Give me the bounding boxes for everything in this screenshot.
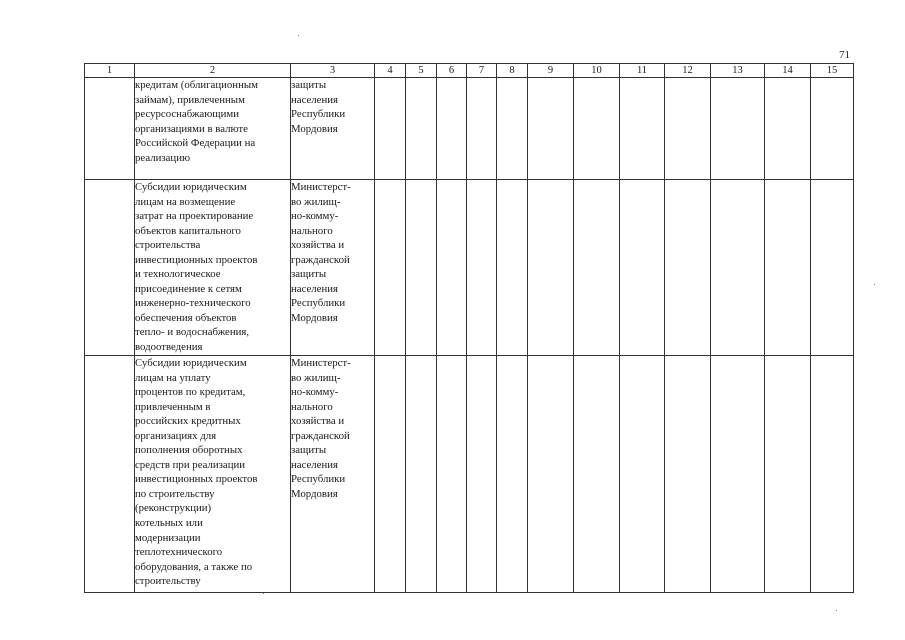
table-cell [665,180,711,356]
table-cell-col1 [85,78,135,180]
table-cell [574,356,620,593]
column-header-1: 1 [85,64,135,78]
table-cell [375,180,406,356]
table-cell [497,356,528,593]
column-header-7: 7 [467,64,497,78]
table-row [85,180,854,356]
table-cell [811,356,854,593]
column-header-4: 4 [375,64,406,78]
table-cell [406,356,437,593]
column-header-9: 9 [528,64,574,78]
table-cell [665,356,711,593]
column-header-2: 2 [135,64,291,78]
table-cell [497,180,528,356]
column-header-15: 15 [811,64,854,78]
responsible-executor-cell: Министерст- во жилищ- но-комму- нального хозяйства и гражданской защиты населения Республики Мордовия [291,180,375,356]
column-header-14: 14 [765,64,811,78]
column-header-5: 5 [406,64,437,78]
responsible-executor-cell: Министерст- во жилищ- но-комму- нального хозяйства и гражданской защиты населения Республики Мордовия [291,356,375,593]
table-cell [811,78,854,180]
column-header-8: 8 [497,64,528,78]
table-cell [665,78,711,180]
table-cell [711,78,765,180]
measure-description-cell: Субсидии юридическим лицам на возмещение затрат на проектирование объектов капитального строительства инвестиционных проектов и технологическое присоединение к сетям инженерно-технического обеспечения объектов тепло- и водоснабжения, водоотведения [135,180,291,356]
table-cell-col1 [85,356,135,593]
table-cell [711,356,765,593]
responsible-executor-cell: защиты населения Республики Мордовия [291,78,375,180]
table-cell [620,180,665,356]
table-cell [375,356,406,593]
measure-description-cell: кредитам (облигационным займам), привлеченным ресурсоснабжающими организациями в валюте Российской Федерации на реализацию [135,78,291,180]
table-cell [528,180,574,356]
table-cell [765,356,811,593]
measure-description-cell: Субсидии юридическим лицам на уплату процентов по кредитам, привлеченным в российских кредитных организациях для пополнения оборотных средств при реализации инвестиционных проектов по строительству (реконструкции) котельных или модернизации теплотехнического оборудования, а также по строительству [135,356,291,593]
column-header-6: 6 [437,64,467,78]
table-cell [406,180,437,356]
table-cell [467,78,497,180]
table-cell [437,78,467,180]
table-row [85,356,854,593]
table-cell [574,78,620,180]
table-cell [497,78,528,180]
table-cell [467,180,497,356]
column-header-12: 12 [665,64,711,78]
scan-speck [836,610,837,611]
table-cell [811,180,854,356]
table-cell-col1 [85,180,135,356]
scan-speck [874,284,875,285]
column-header-13: 13 [711,64,765,78]
table-cell [620,356,665,593]
table-cell [528,78,574,180]
column-header-11: 11 [620,64,665,78]
table-cell [406,78,437,180]
table-cell [437,180,467,356]
table-cell [711,180,765,356]
scan-speck [298,35,299,36]
table-cell [437,356,467,593]
column-header-3: 3 [291,64,375,78]
scan-speck [263,593,264,594]
table-cell [765,78,811,180]
table-cell [467,356,497,593]
table-cell [620,78,665,180]
column-header-10: 10 [574,64,620,78]
table-cell [765,180,811,356]
table-row [85,78,854,180]
table-cell [528,356,574,593]
table-cell [574,180,620,356]
table-cell [375,78,406,180]
document-table [84,63,854,593]
page-number: 71 [839,49,850,61]
header-row [85,64,854,78]
